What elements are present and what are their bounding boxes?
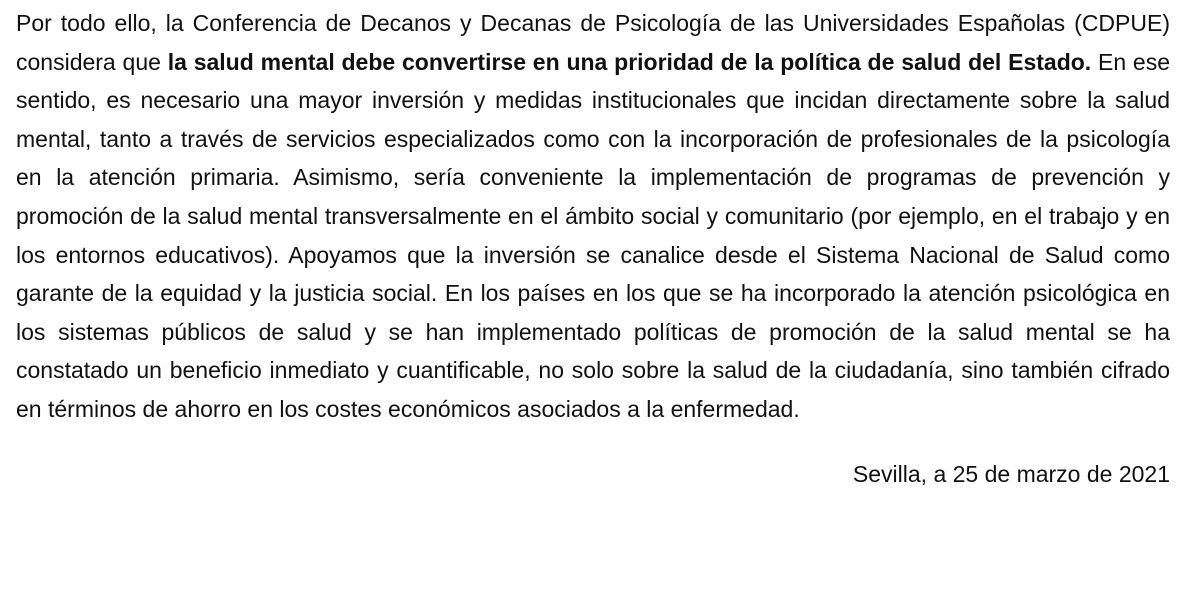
paragraph-lead-text: Por todo ello, la Conferencia de Decanos y Decanas de Psicología de las Universidades Españolas (CDPUE) considera que bbox=[16, 10, 1170, 75]
paragraph-body-text: En ese sentido, es necesario una mayor inversión y medidas institucionales que incidan directamente sobre la salud mental, tanto a través de servicios especializados como con la incorporación de profesionales de la psicología en la atención primaria. Asimismo, sería conveniente la implementación de programas de prevención y promoción de la salud mental transversalmente en el ámbito social y comunitario (por ejemplo, en el trabajo y en los entornos educativos). Apoyamos que la inversión se canalice desde el Sistema Nacional de Salud como garante de la equidad y la justicia social. En los países en los que se ha incorporado la atención psicológica en los sistemas públicos de salud y se han implementado políticas de promoción de la salud mental se ha constatado un beneficio inmediato y cuantificable, no solo sobre la salud de la ciudadanía, sino también cifrado en términos de ahorro en los costes económicos asociados a la enfermedad. bbox=[16, 48, 1171, 422]
document-body bbox=[16, 4, 1170, 493]
paragraph-emphasis-text: la salud mental debe convertirse en una prioridad de la política de salud del Estado. bbox=[167, 48, 1092, 75]
main-paragraph bbox=[16, 4, 1170, 429]
place-date-signature: Sevilla, a 25 de marzo de 2021 bbox=[852, 460, 1170, 487]
